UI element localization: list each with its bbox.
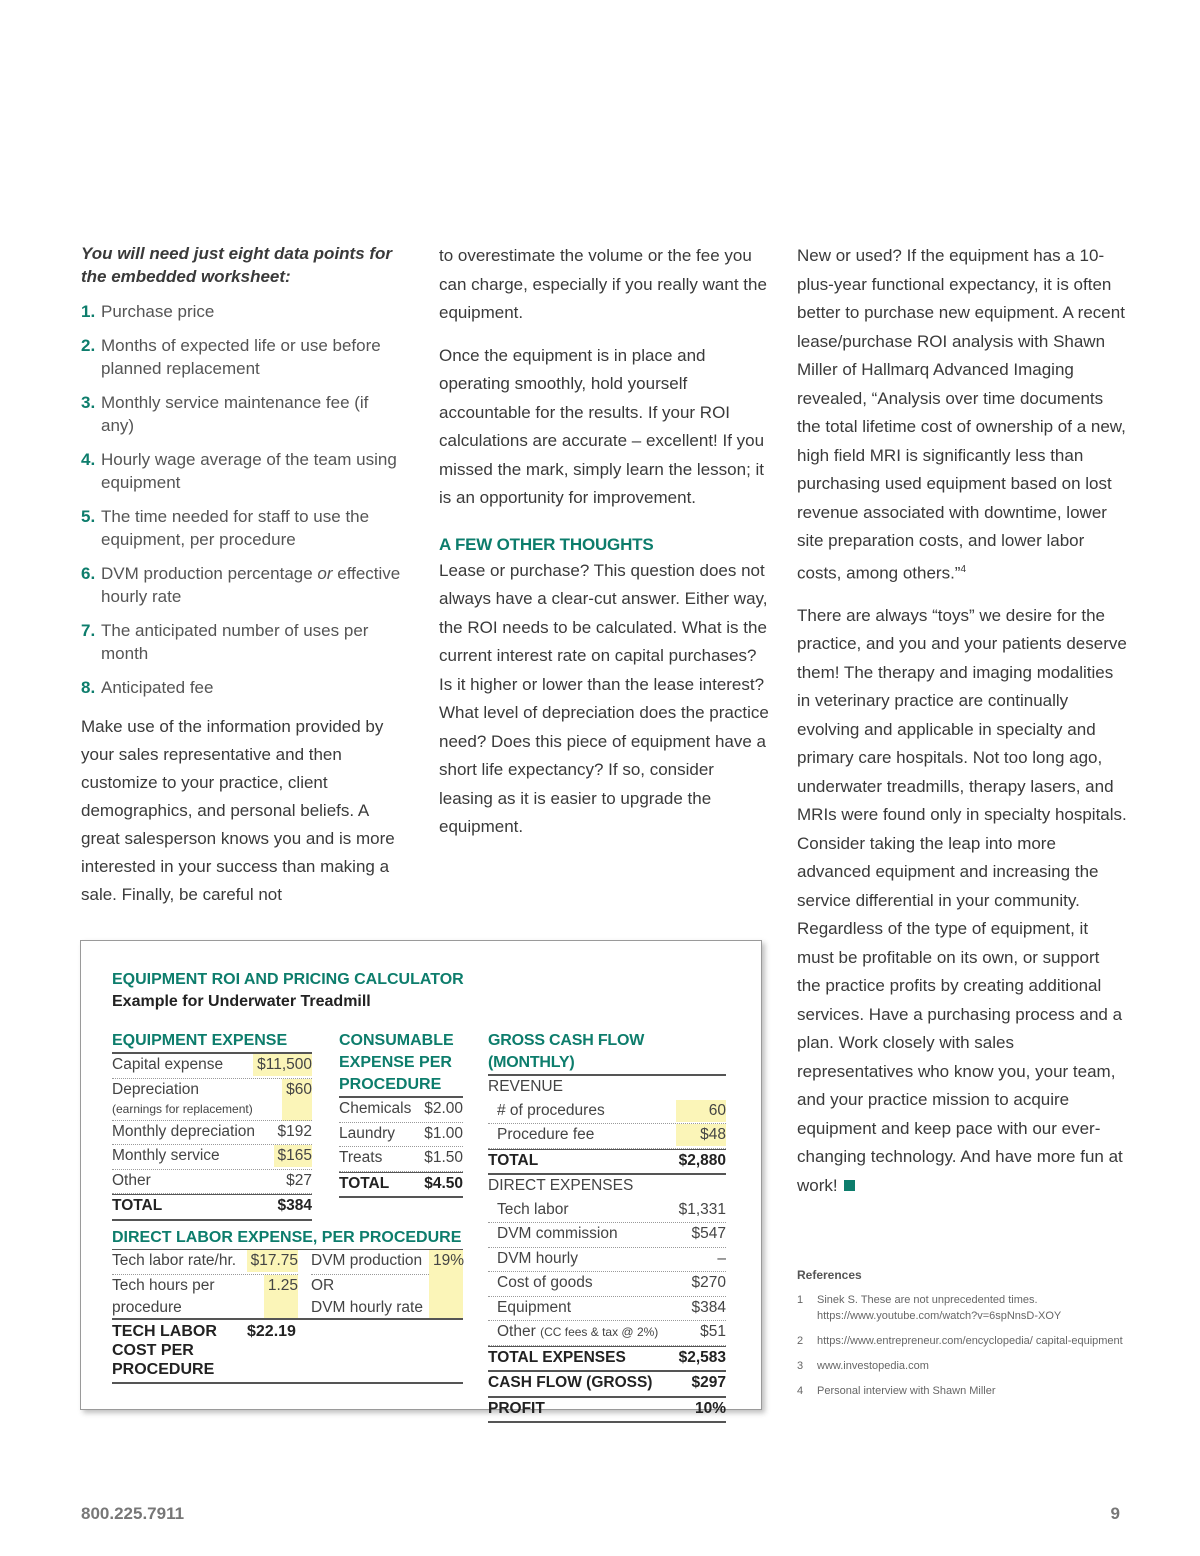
tech-labor-total: TECH LABOR COST PER PROCEDURE $22.19 bbox=[112, 1318, 463, 1384]
reference-item: 4 Personal interview with Shawn Miller bbox=[797, 1385, 996, 1397]
table-row: DVM commission $547 bbox=[488, 1223, 726, 1248]
table-row: Other (CC fees & tax @ 2%) $51 bbox=[488, 1321, 726, 1346]
table-row-total: TOTAL EXPENSES $2,583 bbox=[488, 1346, 726, 1373]
table-row: Procedure fee $48 bbox=[488, 1124, 726, 1149]
list-item: 2. Months of expected life or use before planned replacement bbox=[81, 336, 381, 378]
body-paragraph: Make use of the information provided by your sales representative and then customize to your practice, client demographics, and personal beliefs. A great salesperson knows you and is more interested in your success than making a sale. Finally, be careful not bbox=[81, 717, 395, 904]
table-row-total: TOTAL $384 bbox=[112, 1194, 312, 1221]
list-item: 3. Monthly service maintenance fee (if any) bbox=[81, 393, 369, 435]
consumable-heading: CONSUMABLE EXPENSE PER PROCEDURE bbox=[339, 1030, 463, 1098]
column-3 bbox=[797, 242, 1127, 1214]
body-paragraph: There are always “toys” we desire for the practice, and you and your patients deserve them! The therapy and imaging modalities in veterinary practice are continually evolving and applicable in specialty and primary care hospitals. Not too long ago, underwater treadmills, therapy lasers, and MRIs were found only in specialty hospitals. Consider taking the leap into more advanced equipment and increasing the service differential in your community. Regardless of the type of equipment, it must be profitable on its own, or support the practice profits by creating additional services. Have a purchasing process and a plan. Work closely with sales representatives who know you, your team, and your practice mission to acquire equipment and keep pace with our ever-changing technology. And have more fun at work! bbox=[797, 605, 1127, 1195]
table-row: OR bbox=[311, 1276, 335, 1294]
equipment-expense-heading: EQUIPMENT EXPENSE bbox=[112, 1030, 312, 1054]
table-row: Capital expense $11,500 bbox=[112, 1054, 312, 1079]
table-row: Other $27 bbox=[112, 1170, 312, 1195]
references-title: References bbox=[797, 1268, 862, 1282]
reference-item: 3 www.investopedia.com bbox=[797, 1360, 929, 1372]
table-row: Treats $1.50 bbox=[339, 1147, 463, 1172]
table-row-total: PROFIT 10% bbox=[488, 1398, 726, 1424]
table-row: Chemicals $2.00 bbox=[339, 1098, 463, 1123]
column-1 bbox=[81, 242, 401, 923]
list-item: 6. DVM production percentage or effective hourly rate bbox=[81, 564, 401, 606]
consumable-expense-block bbox=[339, 1030, 463, 1198]
table-row: Cost of goods $270 bbox=[488, 1272, 726, 1297]
equipment-expense-block bbox=[112, 1030, 312, 1221]
data-points-list bbox=[81, 300, 401, 699]
column-2 bbox=[439, 242, 769, 856]
end-mark-icon bbox=[844, 1180, 855, 1191]
table-row: (earnings for replacement) bbox=[112, 1101, 312, 1121]
table-row: Tech labor $1,331 bbox=[488, 1199, 726, 1224]
reference-item: 2 https://www.entrepreneur.com/encyclopedia/ capital-equipment bbox=[797, 1335, 1123, 1347]
footnote-ref: 4 bbox=[960, 563, 967, 575]
direct-labor-heading: DIRECT LABOR EXPENSE, PER PROCEDURE bbox=[112, 1227, 463, 1250]
table-row: DVM hourly – bbox=[488, 1248, 726, 1273]
table-row: DVM hourly rate bbox=[311, 1298, 423, 1316]
worksheet-intro: You will need just eight data points for the embedded worksheet: bbox=[81, 244, 393, 286]
page-number: 9 bbox=[1110, 1504, 1120, 1523]
table-row: Depreciation $60 bbox=[112, 1079, 312, 1101]
gross-cash-flow-block bbox=[488, 1030, 726, 1423]
list-item: 1. Purchase price bbox=[81, 302, 215, 321]
list-item: 8. Anticipated fee bbox=[81, 678, 214, 697]
roi-calculator-box bbox=[80, 940, 762, 1417]
footer-phone: 800.225.7911 bbox=[81, 1504, 185, 1523]
table-row: DVM production 19% bbox=[311, 1250, 463, 1275]
list-item: 5. The time needed for staff to use the equipment, per procedure bbox=[81, 507, 370, 549]
list-item: 7. The anticipated number of uses per month bbox=[81, 621, 369, 663]
reference-item: 1 Sinek S. These are not unprecedented times. https://www.youtube.com/watch?v=6spNnsD-XOY bbox=[797, 1294, 1062, 1322]
table-row: Laundry $1.00 bbox=[339, 1123, 463, 1148]
table-row-total: TOTAL $2,880 bbox=[488, 1149, 726, 1176]
body-paragraph: to overestimate the volume or the fee you can charge, especially if you really want the equipment. bbox=[439, 246, 767, 322]
table-row-total: CASH FLOW (GROSS) $297 bbox=[488, 1372, 726, 1398]
table-row: REVENUE bbox=[488, 1078, 563, 1095]
calculator-subtitle: Example for Underwater Treadmill bbox=[112, 993, 371, 1010]
body-paragraph: Once the equipment is in place and operating smoothly, hold yourself accountable for the results. If your ROI calculations are accurate – excellent! If you missed the mark, simply learn the lesson; it is an opportunity for improvement. bbox=[439, 345, 765, 507]
body-paragraph: New or used? If the equipment has a 10-plus-year functional expectancy, it is often better to purchase new equipment. A recent lease/purchase ROI analysis with Shawn Miller of Hallmarq Advanced Imaging revealed, “Analysis over time documents the total lifetime cost of ownership of a new, high field MRI is significantly less than purchasing used equipment based on lost revenue associated with downtime, lower site preparation costs, and lower labor costs, among others.”$^4$ bbox=[797, 246, 1126, 583]
table-row: Monthly service $165 bbox=[112, 1145, 312, 1170]
table-row-total: TOTAL $4.50 bbox=[339, 1172, 463, 1199]
body-paragraph: Lease or purchase? This question does not always have a clear-cut answer. Either way, the ROI needs to be calculated. What is the current interest rate on capital purchases? Is it higher or lower than the lease interest? What level of depreciation does the practice need? Does this piece of equipment have a short life expectancy? If so, consider leasing as it is easier to upgrade the equipment. bbox=[439, 560, 769, 836]
gross-cash-flow-heading: GROSS CASH FLOW (MONTHLY) bbox=[488, 1030, 726, 1076]
table-row: # of procedures 60 bbox=[488, 1100, 726, 1125]
list-item: 4. Hourly wage average of the team using equipment bbox=[81, 450, 397, 492]
table-row: DIRECT EXPENSES bbox=[488, 1177, 634, 1194]
calculator-title: EQUIPMENT ROI AND PRICING CALCULATOR bbox=[112, 971, 464, 988]
table-row: Tech labor rate/hr. $17.75 bbox=[112, 1250, 298, 1275]
direct-labor-block bbox=[112, 1227, 463, 1384]
references bbox=[797, 1268, 1127, 1408]
table-row: Tech hours per procedure 1.25 bbox=[112, 1275, 298, 1320]
table-row: Equipment $384 bbox=[488, 1297, 726, 1322]
section-heading: A FEW OTHER THOUGHTS bbox=[439, 534, 654, 554]
table-row: Monthly depreciation $192 bbox=[112, 1121, 312, 1146]
